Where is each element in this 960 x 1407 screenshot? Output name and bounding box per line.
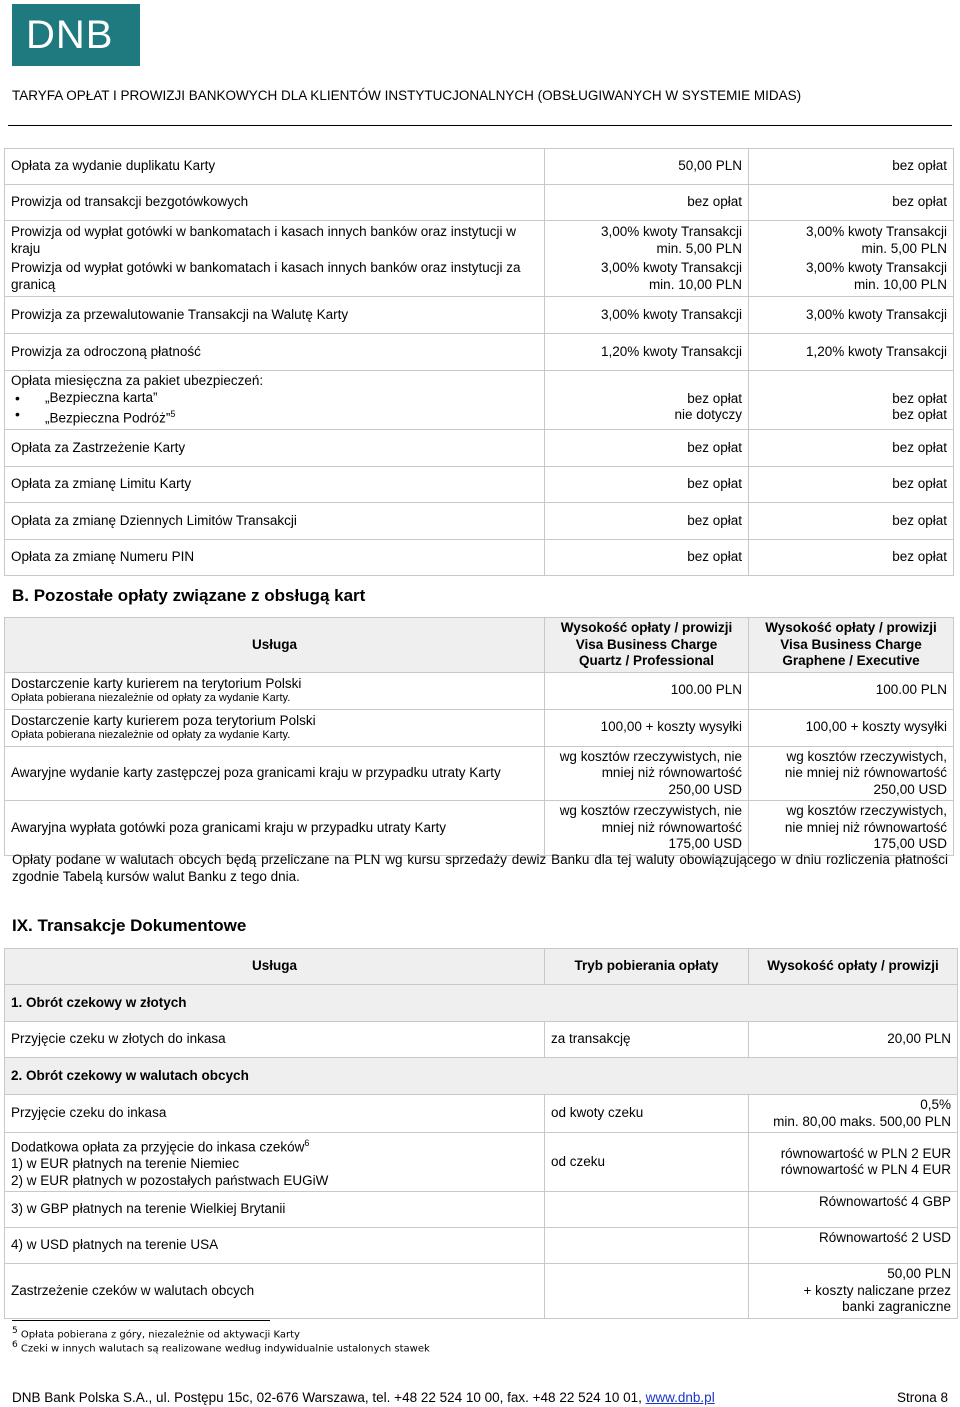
- fee-value-2: 1,20% kwoty Transakcji: [749, 334, 954, 371]
- website-link[interactable]: www.dnb.pl: [645, 1390, 715, 1405]
- page-number: Strona 8: [896, 1390, 948, 1405]
- amount-line: min. 80,00 maks. 500,00 PLN: [773, 1113, 951, 1129]
- section-ix-title: IX. Transakcje Dokumentowe: [12, 916, 247, 935]
- fee-value-line: 3,00% kwoty Transakcji: [600, 260, 742, 275]
- insurance-package-label: Opłata miesięczna za pakiet ubezpieczeń:: [11, 373, 264, 388]
- charge-mode: [545, 1192, 749, 1228]
- fee-value-line: min. 10,00 PLN: [853, 276, 947, 292]
- page-footer: [12, 1390, 948, 1405]
- table-row: [5, 503, 954, 540]
- table-row: [5, 149, 954, 185]
- charge-amount: [749, 1133, 958, 1192]
- footer-address: DNB Bank Polska S.A., ul. Postępu 15c, 02-676 Warszawa, tel. +48 22 524 10 00, fax. +48 22 524 10 01,: [12, 1390, 646, 1405]
- fee-value-1: bez opłat: [545, 467, 749, 503]
- table-row: [5, 1022, 958, 1058]
- fee-value-line: nie mniej niż równowartość: [784, 819, 947, 835]
- fee-value-2: 3,00% kwoty Transakcji: [749, 297, 954, 334]
- fee-value-2: bez opłat: [749, 467, 954, 503]
- header-col-2: [749, 618, 954, 673]
- table-row: [5, 672, 954, 709]
- header-col-1: [545, 618, 749, 673]
- fee-value-line: min. 5,00 PLN: [861, 240, 947, 256]
- fee-value-2: [749, 371, 954, 430]
- header-service: Usługa: [5, 949, 545, 985]
- fee-label: Prowizja od transakcji bezgotówkowych: [5, 185, 545, 221]
- dnb-logo: DNB: [12, 4, 140, 66]
- table-row: [5, 801, 954, 856]
- fee-label: Opłata za zmianę Dziennych Limitów Transakcji: [5, 503, 545, 540]
- fee-value-1: [545, 801, 749, 856]
- service-text-main: Dodatkowa opłata za przyjęcie do inkasa czeków: [11, 1139, 305, 1155]
- fee-label-abroad: Prowizja od wypłat gotówki w bankomatach i kasach innych banków oraz instytucji za granicą: [11, 260, 521, 292]
- service-text: 1) w EUR płatnych na terenie Niemiec: [11, 1156, 240, 1171]
- footnote-ref: 6: [304, 1138, 310, 1148]
- header-line: Visa Business Charge: [780, 636, 922, 652]
- charge-mode: od czeku: [545, 1133, 749, 1192]
- fee-value-1: 3,00% kwoty Transakcji: [545, 297, 749, 334]
- group-row: [5, 1058, 958, 1095]
- fee-value-2: bez opłat: [749, 149, 954, 185]
- fee-value-line: nie mniej niż równowartość: [784, 765, 947, 780]
- fee-value-1: 100,00 + koszty wysyłki: [545, 709, 749, 746]
- table-header-row: [5, 618, 954, 673]
- fee-value-line: bez opłat: [892, 390, 947, 406]
- table-row: [5, 1133, 958, 1192]
- amount-line: 50,00 PLN: [887, 1266, 951, 1281]
- service-text: Dostarczenie karty kurierem poza terytorium Polski: [11, 712, 316, 728]
- service-note: Opłata pobierana niezależnie od opłaty za wydanie Karty.: [11, 729, 291, 742]
- bullet-item: [11, 406, 538, 427]
- other-card-fees-table: [4, 617, 954, 856]
- service-label: [5, 672, 545, 709]
- fee-value-1: 1,20% kwoty Transakcji: [545, 334, 749, 371]
- fee-label: Opłata za zmianę Limitu Karty: [5, 467, 545, 503]
- fee-value-1: bez opłat: [545, 185, 749, 221]
- service-label: Awaryjne wydanie karty zastępczej poza granicami kraju w przypadku utraty Karty: [5, 746, 545, 801]
- service-label: 4) w USD płatnych na terenie USA: [5, 1228, 545, 1264]
- footnote: [12, 1326, 300, 1340]
- amount-line: banki zagraniczne: [842, 1299, 951, 1314]
- fee-value-line: min. 5,00 PLN: [656, 240, 742, 256]
- service-label: Przyjęcie czeku do inkasa: [5, 1095, 545, 1133]
- fee-label: Prowizja za przewalutowanie Transakcji na Walutę Karty: [5, 297, 545, 334]
- fee-value-2: [749, 221, 954, 297]
- document-title: TARYFA OPŁAT I PROWIZJI BANKOWYCH DLA KLIENTÓW INSTYTUCJONALNYCH (OBSŁUGIWANYCH W SYSTEMIE MIDAS): [12, 88, 802, 103]
- table-row: [5, 746, 954, 801]
- fee-label: Prowizja za odroczoną płatność: [5, 334, 545, 371]
- fee-label: [5, 221, 545, 297]
- fee-value-1: bez opłat: [545, 503, 749, 540]
- fee-value-1: 100.00 PLN: [545, 672, 749, 709]
- bullet-text: „Bezpieczna Podróż”: [45, 410, 171, 426]
- header-line: Quartz / Professional: [578, 653, 715, 668]
- fee-label-domestic: Prowizja od wypłat gotówki w bankomatach i kasach innych banków oraz instytucji w kraju: [11, 224, 516, 256]
- footnote-number: 5: [12, 1326, 18, 1336]
- service-note: Opłata pobierana niezależnie od opłaty za wydanie Karty.: [11, 692, 291, 705]
- footnote-divider: [12, 1320, 270, 1321]
- group-row: [5, 985, 958, 1022]
- charge-mode: od kwoty czeku: [545, 1095, 749, 1133]
- fee-value-line: bez opłat: [892, 407, 947, 422]
- amount-line: 0,5%: [920, 1097, 951, 1112]
- fee-label: Opłata za Zastrzeżenie Karty: [5, 430, 545, 467]
- group-label: 1. Obrót czekowy w złotych: [5, 985, 958, 1022]
- footnote-number: 6: [12, 1340, 18, 1350]
- table-row: [5, 371, 954, 430]
- table-header-row: [5, 949, 958, 985]
- fee-value-1: bez opłat: [545, 430, 749, 467]
- footnote-text: Opłata pobierana z góry, niezależnie od aktywacji Karty: [20, 1329, 300, 1341]
- currency-conversion-note: Opłaty podane w walutach obcych będą przeliczane na PLN wg kursu sprzedaży dewiz Banku dla tej waluty obowiązującego w dniu rozliczenia płatności zgodnie Tabelą kursów walut Banku z tego dnia.: [12, 852, 948, 884]
- fee-value-line: wg kosztów rzeczywistych,: [786, 803, 947, 818]
- amount-line: równowartość w PLN 4 EUR: [780, 1162, 951, 1177]
- service-text: [11, 1135, 538, 1156]
- fee-label: Opłata za wydanie duplikatu Karty: [5, 149, 545, 185]
- service-text: Dostarczenie karty kurierem na terytorium Polski: [11, 675, 302, 691]
- fee-value-line: wg kosztów rzeczywistych, nie: [559, 803, 742, 818]
- fee-label: [5, 371, 545, 430]
- documentary-transactions-table: [4, 948, 958, 1319]
- fee-value-2: 100,00 + koszty wysyłki: [749, 709, 954, 746]
- footnote: [12, 1340, 430, 1354]
- table-row: [5, 467, 954, 503]
- footnote-ref: 5: [170, 409, 176, 419]
- charge-amount: Równowartość 4 GBP: [749, 1192, 958, 1228]
- table-row: [5, 540, 954, 576]
- table-row: [5, 709, 954, 746]
- charge-amount: Równowartość 2 USD: [749, 1228, 958, 1264]
- service-text: 2) w EUR płatnych w pozostałych państwach EUGiW: [11, 1172, 329, 1188]
- header-amount: Wysokość opłaty / prowizji: [749, 949, 958, 985]
- fee-value-2: 100.00 PLN: [749, 672, 954, 709]
- table-row: [5, 1228, 958, 1264]
- service-label: Przyjęcie czeku w złotych do inkasa: [5, 1022, 545, 1058]
- card-fees-table: [4, 148, 954, 576]
- charge-amount: 20,00 PLN: [749, 1022, 958, 1058]
- header-line: Wysokość opłaty / prowizji: [560, 620, 733, 635]
- fee-value-line: nie dotyczy: [674, 407, 742, 422]
- footnote-text: Czeki w innych walutach są realizowane według indywidualnie ustalonych stawek: [20, 1343, 430, 1355]
- table-row: [5, 334, 954, 371]
- charge-amount: [749, 1264, 958, 1319]
- service-label: [5, 709, 545, 746]
- header-line: Visa Business Charge: [575, 636, 718, 652]
- fee-value-line: mniej niż równowartość: [601, 819, 742, 835]
- table-row: [5, 185, 954, 221]
- fee-value-line: 250,00 USD: [668, 781, 742, 797]
- fee-value-line: 250,00 USD: [873, 781, 947, 797]
- fee-value-1: bez opłat: [545, 540, 749, 576]
- table-row: [5, 1192, 958, 1228]
- fee-value-2: [749, 801, 954, 856]
- group-label: 2. Obrót czekowy w walutach obcych: [5, 1058, 958, 1095]
- header-line: Graphene / Executive: [782, 653, 920, 668]
- header-service: Usługa: [5, 618, 545, 673]
- service-label: [5, 1133, 545, 1192]
- fee-value-line: 175,00 USD: [668, 836, 742, 851]
- header-divider: [8, 125, 952, 126]
- table-row: [5, 1095, 958, 1133]
- fee-value-1: [545, 221, 749, 297]
- fee-label: Opłata za zmianę Numeru PIN: [5, 540, 545, 576]
- charge-amount: [749, 1095, 958, 1133]
- amount-line: równowartość w PLN 2 EUR: [780, 1145, 951, 1161]
- fee-value-1: [545, 746, 749, 801]
- header-line: Wysokość opłaty / prowizji: [765, 620, 937, 635]
- fee-value-line: 175,00 USD: [873, 836, 947, 851]
- service-label: 3) w GBP płatnych na terenie Wielkiej Brytanii: [5, 1192, 545, 1228]
- table-row: [5, 1264, 958, 1319]
- table-row: [5, 430, 954, 467]
- table-row: [5, 221, 954, 297]
- table-row: [5, 297, 954, 334]
- bullet-item: • „Bezpieczna karta”: [11, 390, 538, 407]
- fee-value-line: 3,00% kwoty Transakcji: [805, 260, 947, 275]
- section-b-title: B. Pozostałe opłaty związane z obsługą kart: [12, 586, 366, 605]
- fee-value-line: min. 10,00 PLN: [648, 276, 742, 292]
- service-label: Awaryjna wypłata gotówki poza granicami kraju w przypadku utraty Karty: [5, 801, 545, 856]
- fee-value-2: bez opłat: [749, 185, 954, 221]
- charge-mode: [545, 1264, 749, 1319]
- fee-value-line: wg kosztów rzeczywistych,: [786, 748, 947, 764]
- charge-mode: [545, 1228, 749, 1264]
- fee-value-1: [545, 371, 749, 430]
- fee-value-2: [749, 746, 954, 801]
- fee-value-line: wg kosztów rzeczywistych, nie: [559, 748, 742, 764]
- fee-value-line: bez opłat: [687, 390, 742, 406]
- fee-value-line: 3,00% kwoty Transakcji: [600, 224, 742, 239]
- fee-value-line: 3,00% kwoty Transakcji: [805, 224, 947, 239]
- fee-value-2: bez opłat: [749, 540, 954, 576]
- fee-value-1: 50,00 PLN: [545, 149, 749, 185]
- fee-value-2: bez opłat: [749, 430, 954, 467]
- charge-mode: za transakcję: [545, 1022, 749, 1058]
- fee-value-line: mniej niż równowartość: [601, 765, 742, 780]
- header-mode: Tryb pobierania opłaty: [545, 949, 749, 985]
- fee-value-2: bez opłat: [749, 503, 954, 540]
- service-label: Zastrzeżenie czeków w walutach obcych: [5, 1264, 545, 1319]
- amount-line: + koszty naliczane przez: [803, 1282, 951, 1298]
